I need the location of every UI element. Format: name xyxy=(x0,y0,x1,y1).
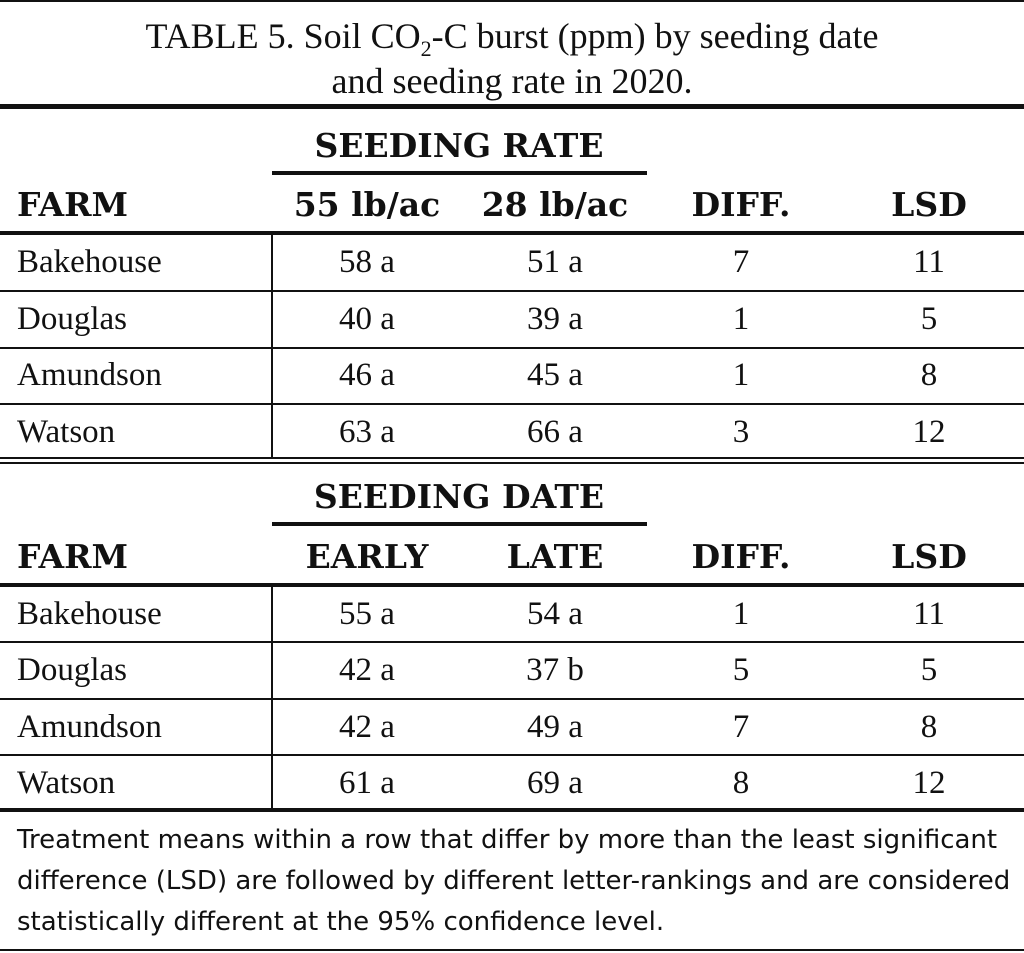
column-header-diff: DIFF. xyxy=(691,537,791,576)
value-cell: 46 a xyxy=(339,357,395,393)
group-label: SEEDING RATE xyxy=(314,126,604,165)
value-cell: 42 a xyxy=(339,652,395,688)
lsd-cell: 11 xyxy=(913,244,945,280)
lsd-cell: 5 xyxy=(920,301,938,337)
header-rule xyxy=(0,231,1024,235)
value-cell: 66 a xyxy=(527,414,583,450)
row-rule xyxy=(0,754,1024,756)
value-cell: 63 a xyxy=(339,414,395,450)
value-cell: 61 a xyxy=(339,765,395,801)
farm-cell: Amundson xyxy=(17,357,162,393)
diff-cell: 5 xyxy=(732,652,750,688)
value-cell: 55 a xyxy=(339,596,395,632)
header-rule xyxy=(0,583,1024,587)
lsd-cell: 11 xyxy=(913,596,945,632)
farm-cell: Bakehouse xyxy=(17,596,162,632)
diff-cell: 7 xyxy=(732,709,750,745)
column-header-28-lb: 28 lb/ac xyxy=(481,185,629,224)
value-cell: 42 a xyxy=(339,709,395,745)
column-header-late: LATE xyxy=(506,537,604,576)
title-line2: and seeding rate in 2020. xyxy=(331,61,693,101)
value-cell: 54 a xyxy=(527,596,583,632)
table-bottom-rule xyxy=(0,808,1024,812)
diff-cell: 3 xyxy=(732,414,750,450)
diff-cell: 1 xyxy=(732,301,750,337)
title-rule xyxy=(0,104,1024,109)
value-cell: 58 a xyxy=(339,244,395,280)
farm-cell: Watson xyxy=(17,765,116,801)
column-header-early: EARLY xyxy=(305,537,429,576)
group-underline xyxy=(272,171,647,175)
diff-cell: 7 xyxy=(732,244,750,280)
title-subscript: 2 xyxy=(420,36,432,61)
value-cell: 69 a xyxy=(527,765,583,801)
farm-cell: Amundson xyxy=(17,709,162,745)
farm-cell: Douglas xyxy=(17,652,127,688)
group-label: SEEDING DATE xyxy=(313,477,605,516)
farm-cell: Douglas xyxy=(17,301,127,337)
column-header-lsd: LSD xyxy=(891,537,967,576)
lsd-cell: 12 xyxy=(912,765,946,801)
lsd-cell: 8 xyxy=(920,357,938,393)
column-header-farm: FARM xyxy=(17,185,129,224)
lsd-cell: 12 xyxy=(912,414,946,450)
value-cell: 51 a xyxy=(527,244,583,280)
diff-cell: 1 xyxy=(732,357,750,393)
group-underline xyxy=(272,522,647,526)
value-cell: 37 b xyxy=(526,652,584,688)
diff-cell: 1 xyxy=(732,596,750,632)
value-cell: 49 a xyxy=(527,709,583,745)
value-cell: 40 a xyxy=(339,301,395,337)
lsd-cell: 8 xyxy=(920,709,938,745)
table-title xyxy=(0,14,1024,104)
lsd-cell: 5 xyxy=(920,652,938,688)
row-rule xyxy=(0,641,1024,643)
footnote: Treatment means within a row that differ by more than the least significant difference (LSD) are followed by different letter-rankings and are considered statistically different at the 95% confidence level. xyxy=(17,825,1011,937)
value-cell: 39 a xyxy=(527,301,583,337)
row-rule xyxy=(0,403,1024,405)
diff-cell: 8 xyxy=(732,765,750,801)
bottom-rule xyxy=(0,949,1024,951)
row-rule xyxy=(0,290,1024,292)
column-header-diff: DIFF. xyxy=(691,185,791,224)
section-divider-rule xyxy=(0,457,1024,459)
farm-cell: Watson xyxy=(17,414,116,450)
top-rule xyxy=(0,0,1024,2)
value-cell: 45 a xyxy=(527,357,583,393)
row-rule xyxy=(0,347,1024,349)
column-header-farm: FARM xyxy=(17,537,129,576)
farm-cell: Bakehouse xyxy=(17,244,162,280)
title-line1-rest: -C burst (ppm) by seeding date xyxy=(431,16,879,56)
column-header-lsd: LSD xyxy=(891,185,967,224)
row-rule xyxy=(0,698,1024,700)
column-header-55-lb: 55 lb/ac xyxy=(293,185,441,224)
title-line1-part: TABLE 5. Soil CO xyxy=(145,16,421,56)
section-divider-rule xyxy=(0,462,1024,464)
